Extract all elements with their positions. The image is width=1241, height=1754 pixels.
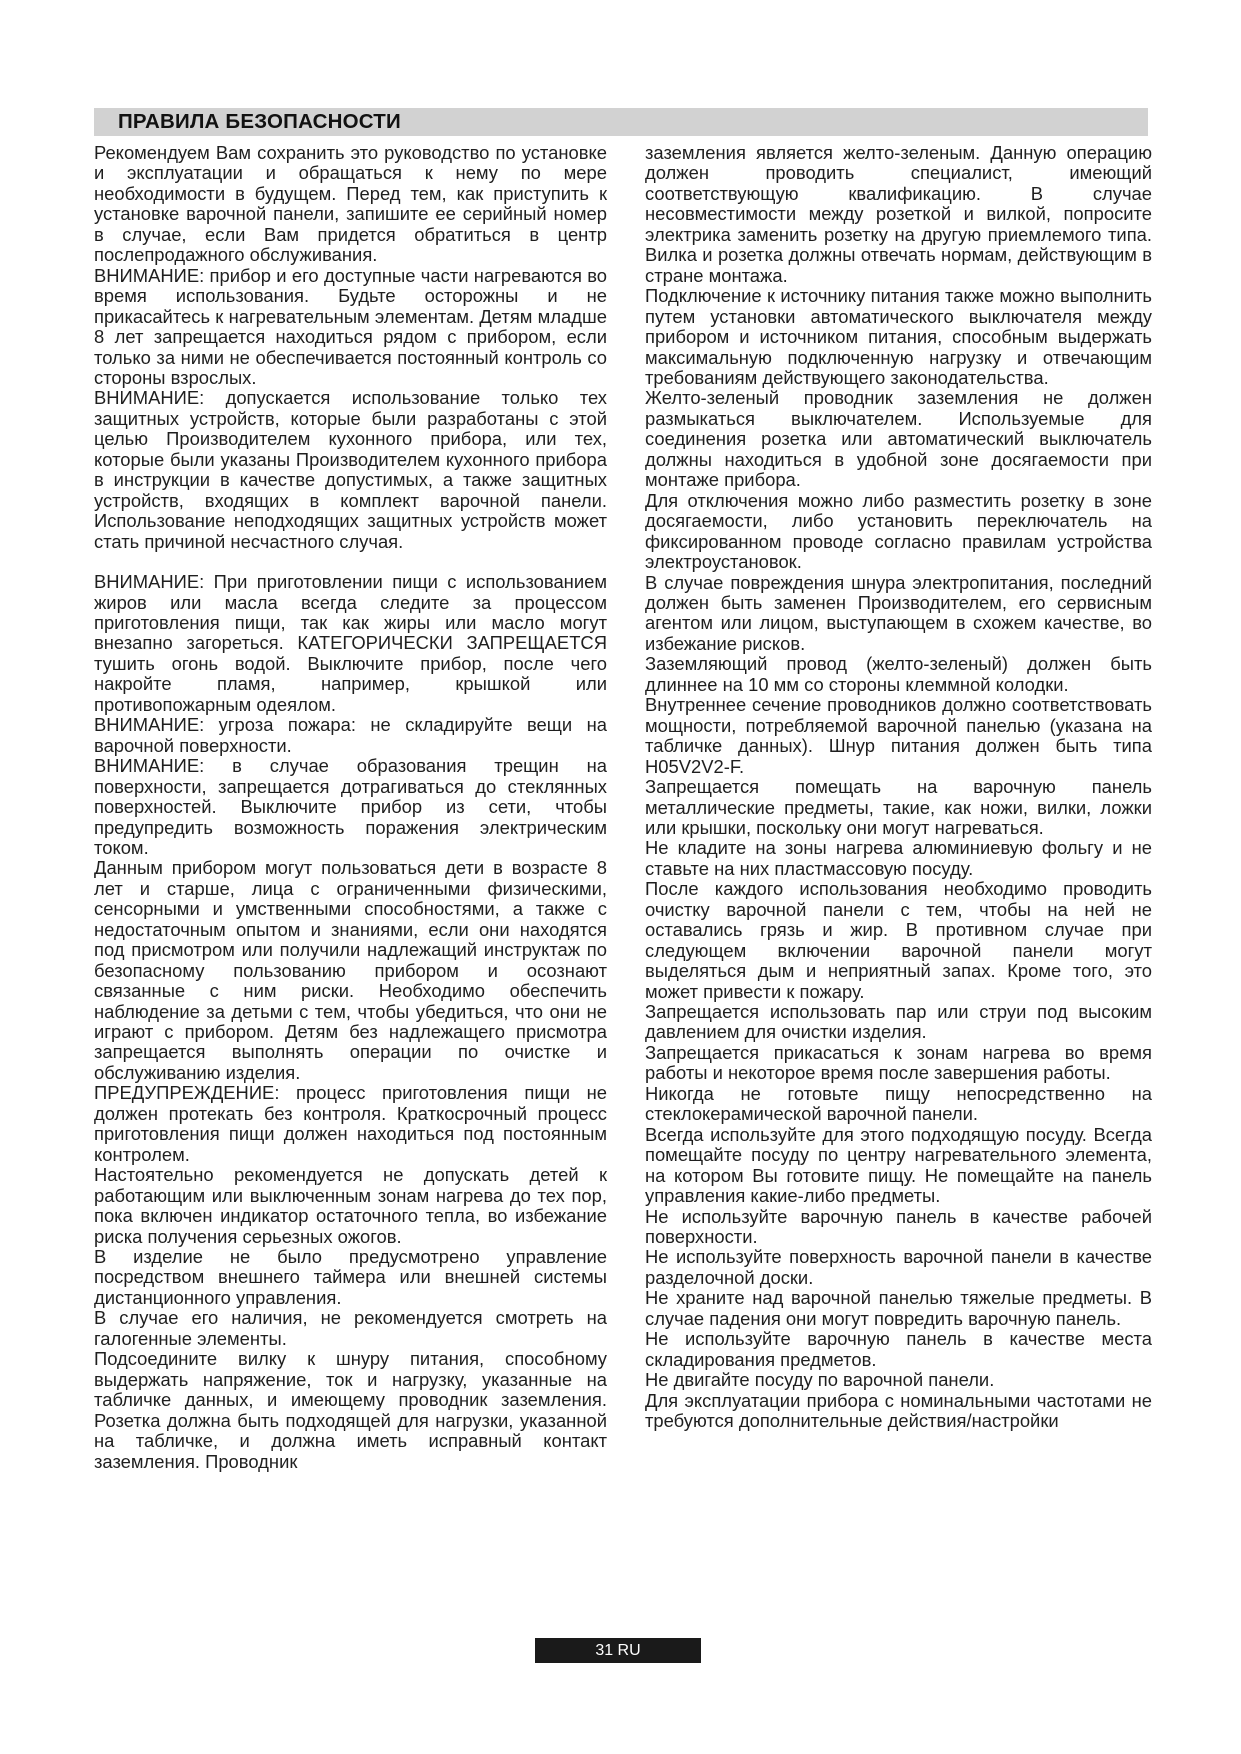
paragraph: ПРЕДУПРЕЖДЕНИЕ: процесс приготовления пищи не должен протекать без контроля. Краткосрочный процесс приготовления пищи должен находиться под постоянным контролем. [94, 1082, 607, 1165]
right-text-column [645, 143, 1152, 1432]
paragraph: Настоятельно рекомендуется не допускать детей к работающим или выключенным зонам нагрева до тех пор, пока включен индикатор остаточного тепла, во избежание риска получения серьезных ожогов. [94, 1164, 607, 1247]
page-number-badge: 31 RU [535, 1638, 701, 1663]
section-header-bar [94, 108, 1148, 136]
paragraph: Не двигайте посуду по варочной панели. [645, 1369, 995, 1391]
paragraph: Для эксплуатации прибора с номинальными частотами не требуются дополнительные действия/настройки [645, 1389, 1152, 1432]
paragraph: Для отключения можно либо разместить розетку в зоне досягаемости, либо установить переключатель на фиксированном проводе согласно правилам устройства электроустановок. [645, 489, 1152, 573]
paragraph: Подсоедините вилку к шнуру питания, способному выдержать напряжение, ток и нагрузку, указанные на табличке данных, и имеющему проводник заземления. Розетка должна быть подходящей для нагрузки, указанной на табличке, и должна иметь исправный контакт заземления. Проводник [94, 1348, 607, 1472]
paragraph: Данным прибором могут пользоваться дети в возрасте 8 лет и старше, лица с ограниченными физическими, сенсорными и умственными способностями, а также с недостаточным опытом и знаниями, если они находятся под присмотром или получили надлежащий инструктаж по безопасному пользованию прибором и осознают связанные с ним риски. Необходимо обеспечить наблюдение за детьми с тем, чтобы убедиться, что они не играют с прибором. Детям без надлежащего присмотра запрещается выполнять операции по очистке и обслуживанию изделия. [94, 857, 607, 1083]
paragraph: Рекомендуем Вам сохранить это руководство по установке и эксплуатации и обращаться к нему по мере необходимости в будущем. Перед тем, как приступить к установке варочной панели, запишите ее серийный номер в случае, если Вам придется обратиться в центр послепродажного обслуживания. [94, 142, 607, 266]
paragraph: В случае его наличия, не рекомендуется смотреть на галогенные элементы. [94, 1307, 607, 1349]
paragraph: После каждого использования необходимо проводить очистку варочной панели с тем, чтобы на ней не оставались грязь и жир. В противном случае при следующем включении варочной панели могут выделяться дым и неприятный запах. Кроме того, это может привести к пожару. [645, 878, 1152, 1002]
paragraph: Не используйте варочную панель в качестве места складирования предметов. [645, 1328, 1152, 1370]
paragraph: ВНИМАНИЕ: При приготовлении пищи с использованием жиров или масла всегда следите за процессом приготовления пищи, так как жиры или масло могут внезапно загореться. КАТЕГОРИЧЕСКИ ЗАПРЕЩАЕТСЯ тушить огонь водой. Выключите прибор, после чего накройте пламя, например, крышкой или противопожарным одеялом. [94, 571, 607, 715]
paragraph: ВНИМАНИЕ: в случае образования трещин на поверхности, запрещается дотрагиваться до стеклянных поверхностей. Выключите прибор из сети, чтобы предупредить возможность поражения электрическим током. [94, 755, 607, 858]
left-text-column [94, 143, 607, 1472]
paragraph: В изделие не было предусмотрено управление посредством внешнего таймера или внешней системы дистанционного управления. [94, 1246, 607, 1308]
paragraph: Никогда не готовьте пищу непосредственно на стеклокерамической варочной панели. [645, 1082, 1152, 1125]
paragraph: заземления является желто-зеленым. Данную операцию должен проводить специалист, имеющий соответствующую квалификацию. В случае несовместимости между розеткой и вилкой, попросите электрика заменить розетку на другую приемлемого типа. Вилка и розетка должны отвечать нормам, действующим в стране монтажа. [645, 142, 1152, 286]
paragraph: Не кладите на зоны нагрева алюминиевую фольгу и не ставьте на них пластмассовую посуду. [645, 837, 1152, 879]
paragraph: Подключение к источнику питания также можно выполнить путем установки автоматического выключателя между прибором и источником питания, способным выдержать максимальную подключенную нагрузку и отвечающим требованиям действующего законодательства. [645, 285, 1152, 388]
paragraph: Внутреннее сечение проводников должно соответствовать мощности, потребляемой варочной панелью (указана на табличке данных). Шнур питания должен быть типа H05V2V2-F. [645, 694, 1152, 777]
paragraph: ВНИМАНИЕ: угроза пожара: не складируйте вещи на варочной поверхности. [94, 714, 607, 756]
paragraph: Не используйте варочную панель в качестве рабочей поверхности. [645, 1205, 1152, 1248]
paragraph: В случае повреждения шнура электропитания, последний должен быть заменен Производителем, его сервисным агентом или лицом, выступающем в схожем качестве, во избежание рисков. [645, 571, 1152, 654]
paragraph: Запрещается использовать пар или струи под высоким давлением для очистки изделия. [645, 1001, 1152, 1043]
paragraph: ВНИМАНИЕ: прибор и его доступные части нагреваются во время использования. Будьте осторожны и не прикасайтесь к нагревательным элементам. Детям младше 8 лет запрещается находиться рядом с прибором, если только за ними не обеспечивается постоянный контроль со стороны взрослых. [94, 264, 607, 388]
paragraph: Запрещается прикасаться к зонам нагрева во время работы и некоторое время после завершения работы. [645, 1041, 1152, 1084]
paragraph: Всегда используйте для этого подходящую посуду. Всегда помещайте посуду по центру нагревательного элемента, на котором Вы готовите пищу. Не помещайте на панель управления какие-либо предметы. [645, 1123, 1152, 1207]
paragraph: Желто-зеленый проводник заземления не должен размыкаться выключателем. Используемые для соединения розетка или автоматический выключатель должны находиться в удобной зоне досягаемости при монтаже прибора. [645, 387, 1152, 491]
paragraph: Не используйте поверхность варочной панели в качестве разделочной доски. [645, 1246, 1152, 1288]
paragraph: Заземляющий провод (желто-зеленый) должен быть длиннее на 10 мм со стороны клеммной колодки. [645, 653, 1152, 695]
paragraph: Запрещается помещать на варочную панель металлические предметы, такие, как ножи, вилки, ложки или крышки, поскольку они могут нагреваться. [645, 776, 1152, 838]
paragraph: Не храните над варочной панелью тяжелые предметы. В случае падения они могут повредить варочную панель. [645, 1287, 1152, 1329]
paragraph: ВНИМАНИЕ: допускается использование только тех защитных устройств, которые были разработаны с этой целью Производителем кухонного прибора, или тех, которые были указаны Производителем кухонного прибора в инструкции в качестве допустимых, а также защитных устройств, входящих в комплект варочной панели. Использование неподходящих защитных устройств может стать причиной несчастного случая. [94, 387, 607, 552]
section-title: ПРАВИЛА БЕЗОПАСНОСТИ [118, 110, 401, 133]
